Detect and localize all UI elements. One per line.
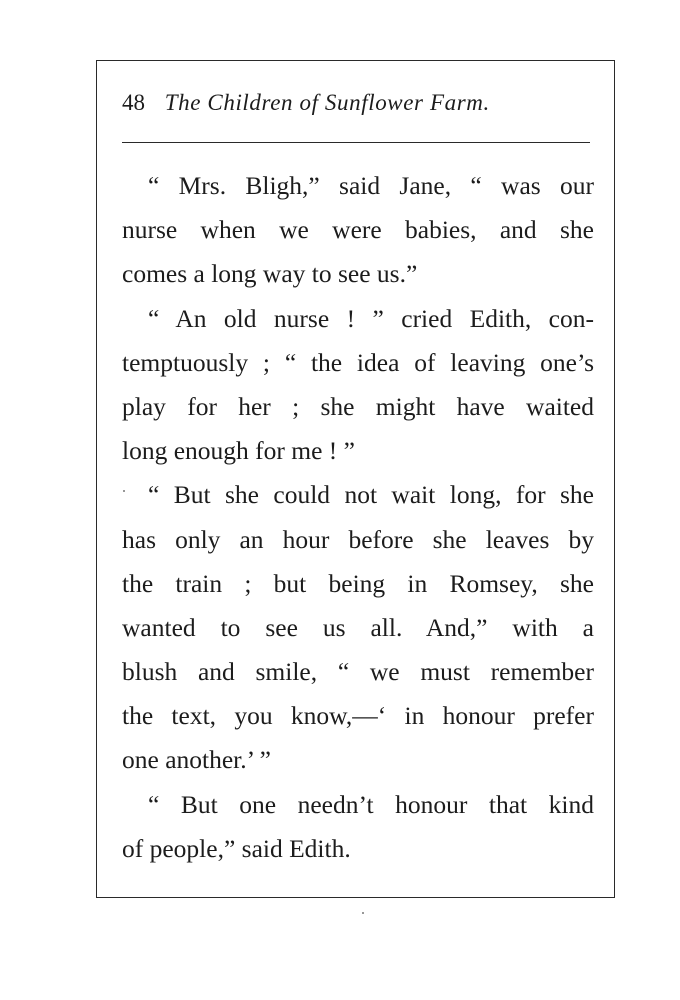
- text-line: “ But she could not wait long, for she: [148, 480, 594, 510]
- text-line: blush and smile, “ we must remember: [122, 657, 594, 687]
- text-line: the text, you know,—‘ in honour prefer: [122, 701, 594, 731]
- text-line: play for her ; she might have waited: [122, 391, 594, 421]
- text-line: wanted to see us all. And,” with a: [122, 612, 594, 642]
- text-line: “ But one needn’t honour that kind: [148, 789, 594, 819]
- body-text: [122, 164, 594, 871]
- print-speck: [123, 490, 125, 492]
- page-number: 48: [122, 90, 145, 115]
- text-line: “ Mrs. Bligh,” said Jane, “ was our: [148, 171, 594, 200]
- text-line: comes a long way to see us.”: [122, 259, 418, 289]
- text-line: nurse when we were babies, and she: [122, 215, 594, 245]
- header-rule: [122, 142, 590, 143]
- text-line: of people,” said Edith.: [122, 833, 351, 863]
- text-line: long enough for me ! ”: [122, 436, 355, 466]
- print-speck: [362, 912, 364, 914]
- text-line: temptuously ; “ the idea of leaving one’s: [122, 347, 594, 377]
- text-line: has only an hour before she leaves by: [122, 524, 594, 554]
- text-line: the train ; but being in Romsey, she: [122, 568, 594, 598]
- running-header: [122, 86, 592, 120]
- running-title: The Children of Sunflower Farm.: [164, 90, 490, 115]
- text-line: one another.’ ”: [122, 745, 271, 775]
- text-line: “ An old nurse ! ” cried Edith, con-: [148, 303, 594, 333]
